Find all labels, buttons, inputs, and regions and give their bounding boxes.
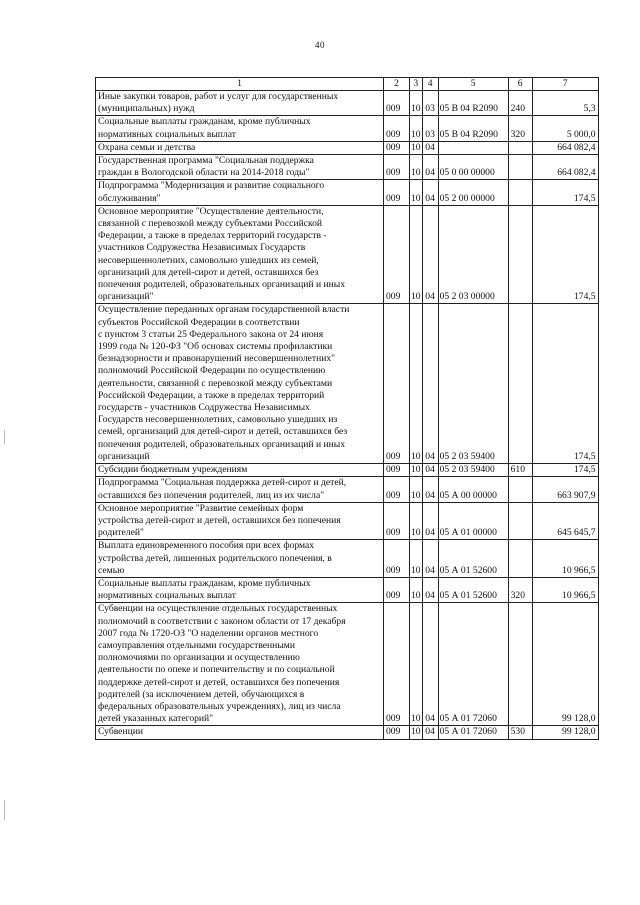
- scan-edge-mark: [4, 430, 5, 444]
- row-name: Субвенции на осуществление отдельных государственных полномочий в соответствии с законом области от 17 декабря 2007 года № 1720-ОЗ "О наделении органов местного самоуправления отдельными государственными полномочиями по организации и осуществлению деятельности по опеке и попечительству и по социальной поддержке детей-сирот и детей, оставшихся без попечения родителей (за исключением детей, обучающихся в федеральных образовательных учреждениях), лиц из числа детей указанных категорий": [96, 603, 384, 726]
- row-subsection: 04: [422, 603, 438, 726]
- row-name: Социальные выплаты гражданам, кроме публичных нормативных социальных выплат: [96, 116, 384, 141]
- row-name: Иные закупки товаров, работ и услуг для государственных (муниципальных) нужд: [96, 91, 384, 116]
- row-target-article: 05 А 01 52600: [438, 540, 508, 578]
- row-section: 10: [411, 464, 421, 476]
- row-target-article: 05 0 00 00000: [438, 155, 508, 180]
- row-target-article: 05 2 00 00000: [438, 180, 508, 205]
- row-admin-code: 009: [384, 205, 410, 304]
- row-sum: 5 000,0: [532, 116, 598, 141]
- row-subsection: 03: [422, 91, 438, 116]
- row-admin-code: 009: [384, 540, 410, 578]
- table-row: [96, 477, 599, 502]
- row-sum: 99 128,0: [532, 726, 598, 739]
- table-row: [96, 116, 599, 141]
- row-section: 10: [410, 91, 423, 116]
- row-name: Субвенции: [96, 726, 384, 739]
- row-section: 10: [410, 477, 423, 502]
- row-name: Осуществление переданных органам государственной власти субъектов Российской Федерации в соответствии с пунктом 3 статьи 25 Федерального закона от 24 июня 1999 года № 120-ФЗ "Об основах системы профилактики безнадзорности и правонарушений несовершеннолетних" полномочий Российской Федерации по осуществлению деятельности, связанной с перевозкой между субъектами Российской Федерации, а также в пределах территорий государств - участников Содружества Независимых Государств несовершеннолетних, самовольно ушедших из семей, организаций для детей-сирот и детей, оставшихся без попечения родителей, образовательных организаций и иных организаций: [96, 304, 384, 464]
- row-sum: 5,3: [532, 91, 598, 116]
- row-expense-type: [508, 155, 532, 180]
- row-admin-code: 009: [384, 91, 410, 116]
- row-sum: 174,5: [532, 205, 598, 304]
- table-row: [96, 540, 599, 578]
- row-admin-code: 009: [384, 464, 410, 477]
- row-expense-type: 610: [508, 464, 532, 477]
- header-col-6: 6: [508, 78, 532, 91]
- row-expense-type: [508, 141, 532, 154]
- row-expense-type: [508, 180, 532, 205]
- table-row: [96, 464, 599, 477]
- row-sum: 663 907,9: [532, 477, 598, 502]
- row-name: Охрана семьи и детства: [96, 141, 384, 154]
- row-expense-type: [508, 304, 532, 464]
- row-target-article: 05 А 00 00000: [438, 477, 508, 502]
- row-subsection: 04: [422, 205, 438, 304]
- row-subsection: 04: [422, 180, 438, 205]
- table-row: [96, 577, 599, 602]
- row-admin-code: 009: [384, 477, 410, 502]
- row-sum: 174,5: [532, 180, 598, 205]
- row-target-article: 05 В 04 R2090: [438, 91, 508, 116]
- row-section: 10: [411, 726, 421, 738]
- row-section: 10: [410, 205, 423, 304]
- table-row: [96, 726, 599, 739]
- row-admin-code: 009: [384, 603, 410, 726]
- row-section: 10: [410, 304, 423, 464]
- row-admin-code: 009: [384, 502, 410, 540]
- row-section: 10: [410, 603, 423, 726]
- row-sum: 174,5: [532, 464, 598, 477]
- row-target-article: 05 2 03 59400: [438, 464, 508, 477]
- row-admin-code: 009: [384, 577, 410, 602]
- row-target-article: 05 В 04 R2090: [438, 116, 508, 141]
- row-admin-code: 009: [384, 116, 410, 141]
- table-row: [96, 205, 599, 304]
- row-expense-type: 320: [508, 116, 532, 141]
- row-section: 10: [411, 141, 421, 153]
- table-row: [96, 304, 599, 464]
- row-subsection: 04: [422, 464, 438, 477]
- table-row: [96, 155, 599, 180]
- row-sum: 664 082,4: [532, 155, 598, 180]
- row-subsection: 04: [422, 540, 438, 578]
- row-admin-code: 009: [384, 155, 410, 180]
- header-col-5: 5: [438, 78, 508, 91]
- row-section: 10: [410, 540, 423, 578]
- row-admin-code: 009: [384, 726, 410, 739]
- row-expense-type: [508, 540, 532, 578]
- table-header-row: [96, 78, 599, 91]
- row-name: Государственная программа "Социальная поддержка граждан в Вологодской области на 2014-2018 годы": [96, 155, 384, 180]
- row-subsection: 04: [422, 577, 438, 602]
- row-expense-type: [508, 205, 532, 304]
- row-name: Выплата единовременного пособия при всех формах устройства детей, лишенных родительского попечения, в семью: [96, 540, 384, 578]
- row-name: Основное мероприятие "Развитие семейных форм устройства детей-сирот и детей, оставшихся без попечения родителей": [96, 502, 384, 540]
- table-body: [96, 91, 599, 740]
- row-expense-type: [508, 603, 532, 726]
- row-sum: 645 645,7: [532, 502, 598, 540]
- row-name: Основное мероприятие "Осуществление деятельности, связанной с перевозкой между субъектами Российской Федерации, а также в пределах территорий государств - участников Содружества Независимых Государств несовершеннолетних, самовольно ушедших из семей, организаций для детей-сирот и детей, оставшихся без попечения родителей, образовательных организаций и иных организаций": [96, 205, 384, 304]
- table-row: [96, 180, 599, 205]
- row-sum: 99 128,0: [532, 603, 598, 726]
- table-row: [96, 91, 599, 116]
- page-number: 40: [315, 40, 325, 50]
- row-admin-code: 009: [384, 180, 410, 205]
- table-row: [96, 502, 599, 540]
- row-name: Подпрограмма "Социальная поддержка детей-сирот и детей, оставшихся без попечения родителей, лиц из их числа": [96, 477, 384, 502]
- row-sum: 664 082,4: [532, 141, 598, 154]
- budget-table: [95, 77, 599, 740]
- row-expense-type: 320: [508, 577, 532, 602]
- row-section: 10: [410, 502, 423, 540]
- row-expense-type: 240: [508, 91, 532, 116]
- row-expense-type: [508, 502, 532, 540]
- row-expense-type: 530: [508, 726, 532, 739]
- row-target-article: 05 А 01 00000: [438, 502, 508, 540]
- row-name: Подпрограмма "Модернизация и развитие социального обслуживания": [96, 180, 384, 205]
- row-admin-code: 009: [384, 304, 410, 464]
- row-subsection: 04: [422, 155, 438, 180]
- scan-edge-mark: [4, 800, 5, 820]
- row-name: Субсидии бюджетным учреждениям: [96, 464, 384, 477]
- row-section: 10: [410, 116, 423, 141]
- table-row: [96, 603, 599, 726]
- header-col-4: 4: [422, 78, 438, 91]
- row-sum: 10 966,5: [532, 540, 598, 578]
- row-subsection: 03: [422, 116, 438, 141]
- row-target-article: [438, 141, 508, 154]
- header-col-7: 7: [532, 78, 598, 91]
- row-subsection: 04: [422, 141, 438, 154]
- row-sum: 10 966,5: [532, 577, 598, 602]
- row-subsection: 04: [422, 726, 438, 739]
- row-target-article: 05 А 01 72060: [438, 603, 508, 726]
- header-col-3: 3: [410, 78, 423, 91]
- row-subsection: 04: [422, 477, 438, 502]
- row-sum: 174,5: [532, 304, 598, 464]
- row-admin-code: 009: [384, 141, 410, 154]
- row-target-article: 05 2 03 00000: [438, 205, 508, 304]
- table-row: [96, 141, 599, 154]
- row-target-article: 05 А 01 52600: [438, 577, 508, 602]
- row-target-article: 05 2 03 59400: [438, 304, 508, 464]
- row-name: Социальные выплаты гражданам, кроме публичных нормативных социальных выплат: [96, 577, 384, 602]
- row-section: 10: [410, 577, 423, 602]
- row-expense-type: [508, 477, 532, 502]
- row-subsection: 04: [422, 502, 438, 540]
- header-col-2: 2: [384, 78, 410, 91]
- row-section: 10: [410, 155, 423, 180]
- row-target-article: 05 А 01 72060: [438, 726, 508, 739]
- row-subsection: 04: [422, 304, 438, 464]
- header-col-1: 1: [96, 78, 384, 91]
- row-section: 10: [410, 180, 423, 205]
